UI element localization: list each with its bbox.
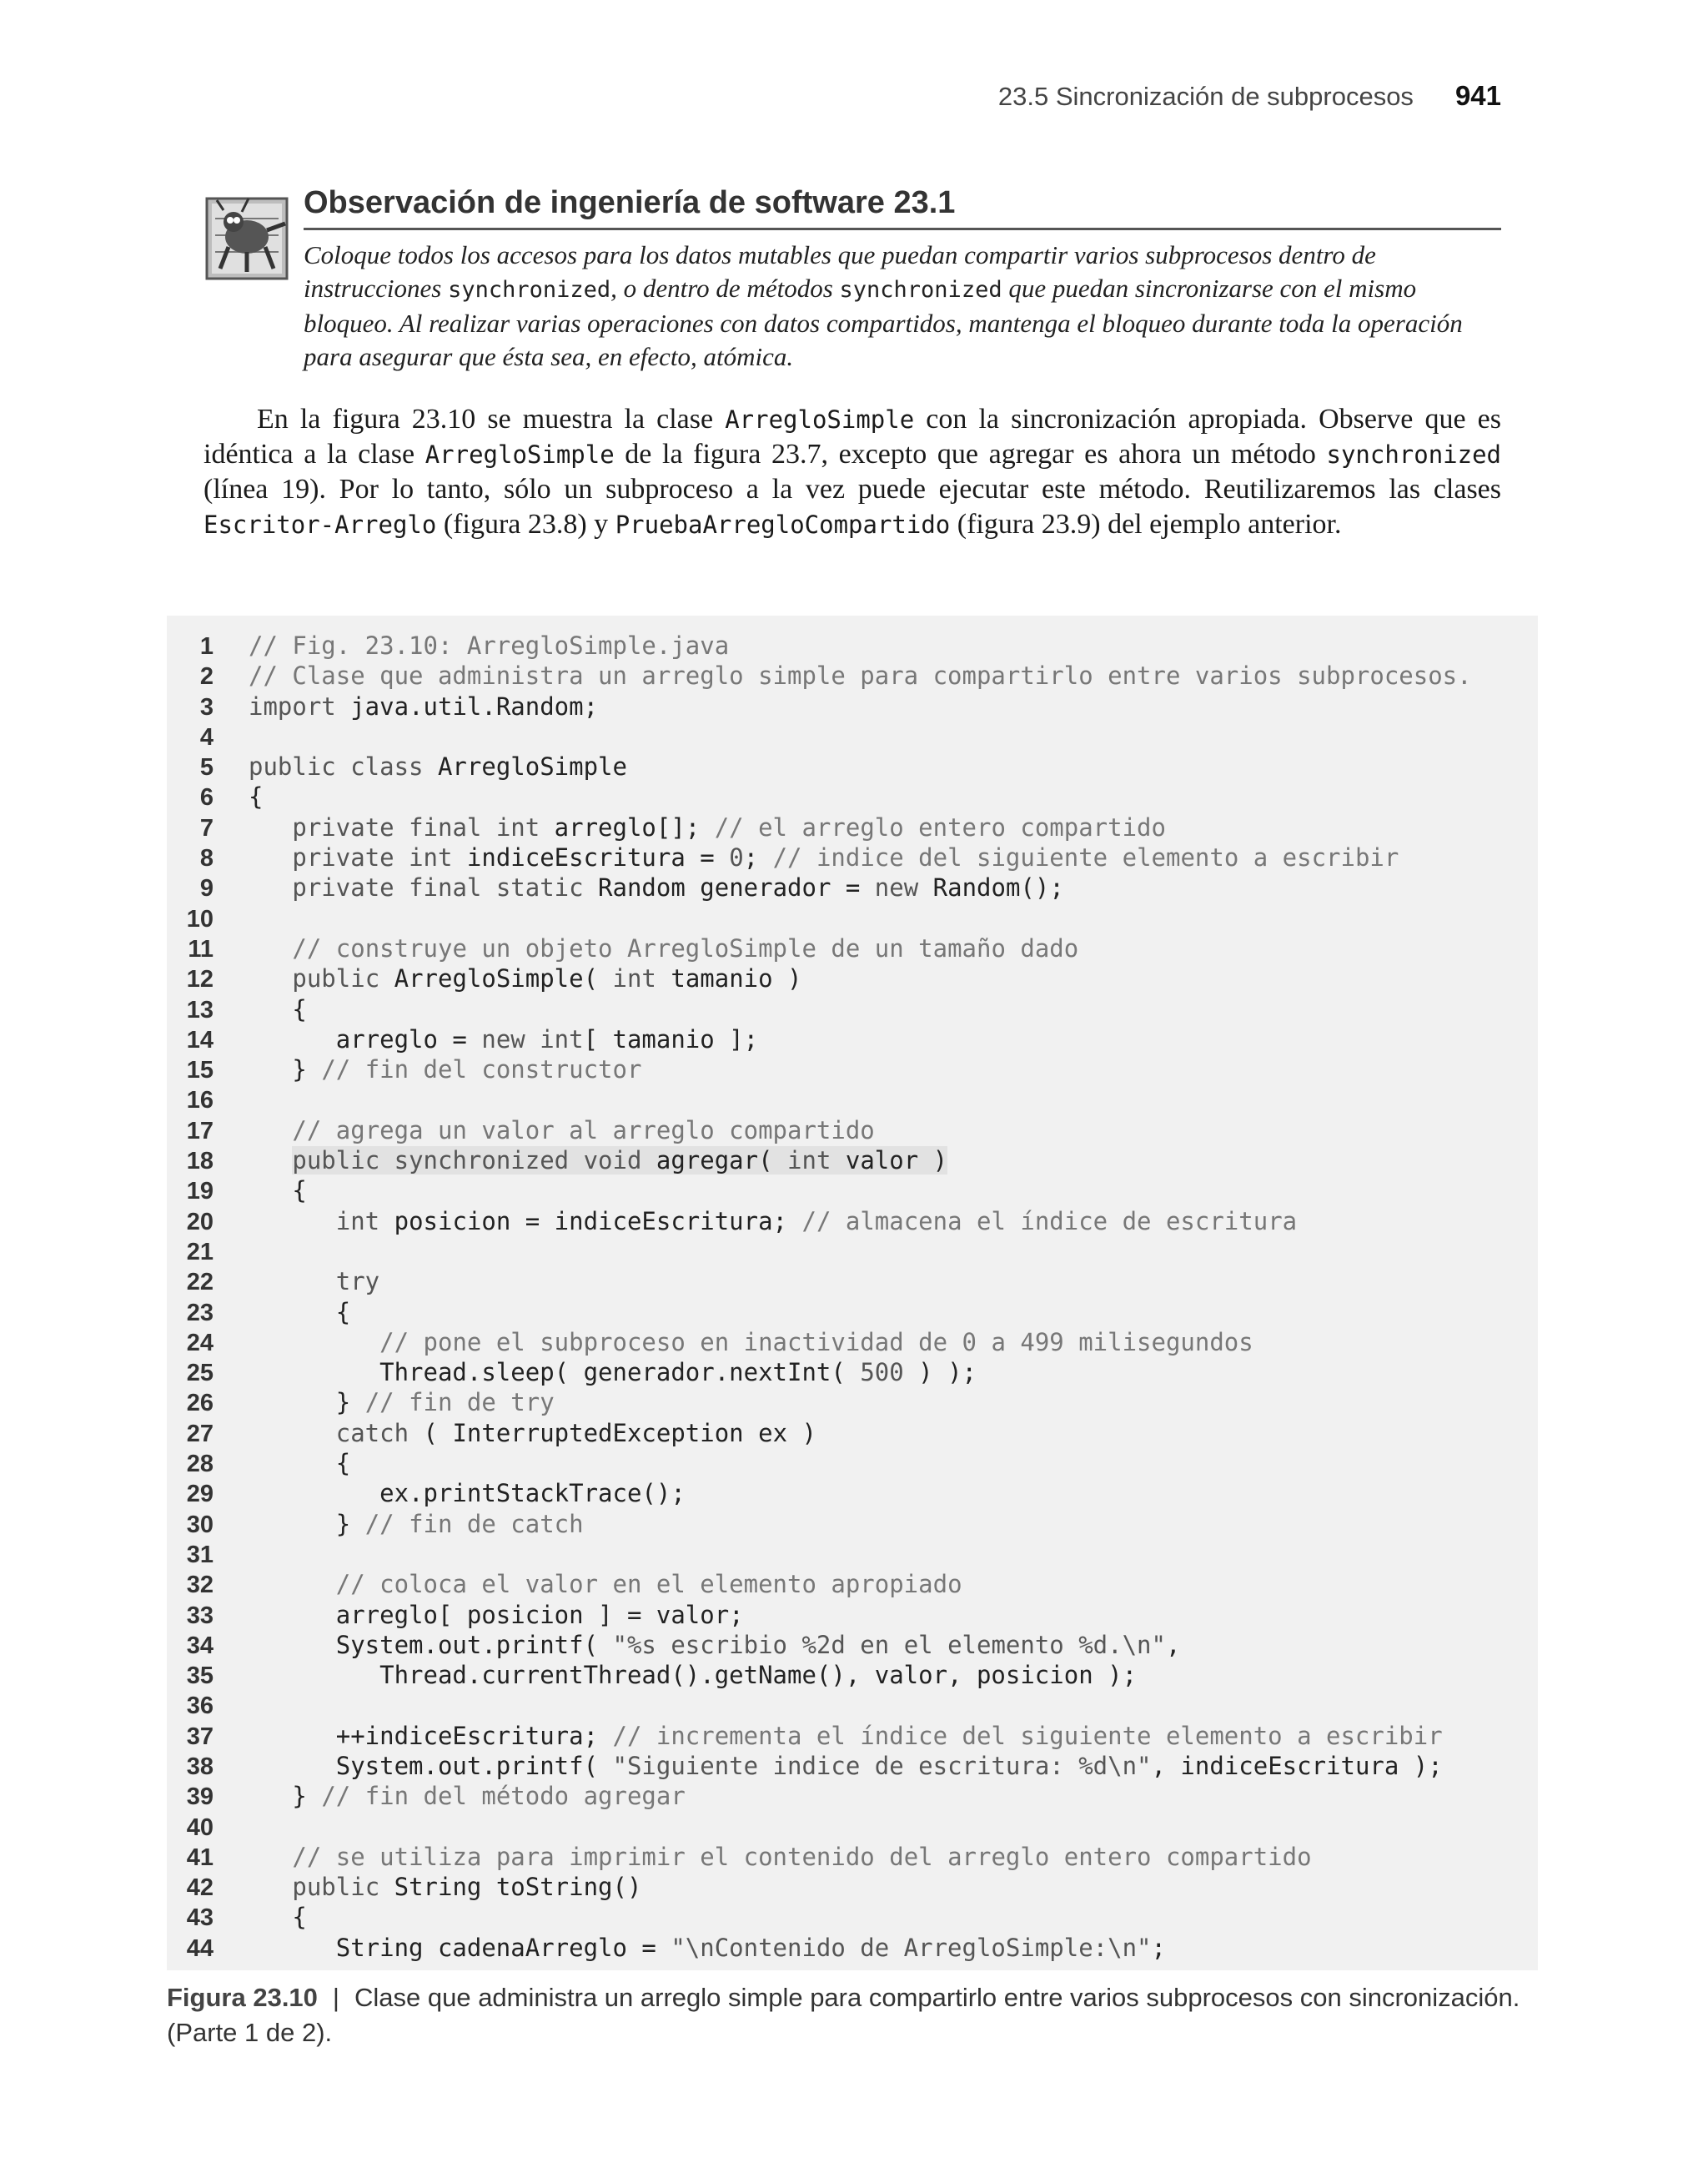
code-token: { (249, 994, 307, 1024)
inline-code: synchronized (839, 277, 1002, 303)
code-line (167, 1297, 1538, 1327)
line-number: 15 (186, 1057, 214, 1084)
code-token: // almacena el índice de escritura (801, 1206, 1298, 1235)
code-token: ArregloSimple (423, 752, 627, 782)
line-number: 12 (186, 966, 214, 993)
code-token: valor ) (831, 1146, 948, 1175)
code-token: } (249, 1388, 365, 1417)
code-line (167, 873, 1538, 903)
code-token: ; (743, 843, 773, 873)
code-token: } (249, 1782, 322, 1811)
code-text (249, 1024, 758, 1054)
code-token (249, 1207, 336, 1235)
code-token: String cadenaArreglo = (249, 1933, 671, 1962)
line-number: 4 (199, 723, 214, 751)
code-line (167, 1448, 1538, 1478)
code-token (249, 873, 292, 902)
code-text (249, 1266, 379, 1296)
code-token (249, 843, 292, 872)
code-token: ; (1151, 1933, 1166, 1962)
code-token: arreglo = (249, 1024, 482, 1054)
code-line (167, 752, 1538, 782)
code-text (249, 631, 729, 661)
code-token: // fin del constructor (321, 1055, 642, 1084)
code-text (249, 1751, 1443, 1781)
code-line (167, 1206, 1538, 1236)
code-token: public synchronized void (292, 1146, 642, 1175)
code-token (249, 934, 292, 963)
line-number: 21 (186, 1238, 214, 1265)
code-line (167, 1236, 1538, 1266)
text-run: de la figura 23.7, excepto que agregar es ahora un método (614, 439, 1327, 470)
code-token: // se utiliza para imprimir el contenido del arreglo entero compartido (292, 1842, 1312, 1871)
code-text (249, 1145, 947, 1175)
code-text (249, 1054, 641, 1084)
code-token: ArregloSimple( (379, 964, 613, 993)
code-token: Random generador = (583, 873, 875, 903)
line-number: 39 (186, 1783, 214, 1811)
code-line (167, 1690, 1538, 1720)
line-number: 42 (186, 1874, 214, 1902)
code-token: ( InterruptedException ex ) (409, 1418, 816, 1447)
line-number: 38 (186, 1753, 214, 1780)
code-text (249, 1569, 962, 1599)
line-number: 11 (188, 935, 214, 963)
code-line (167, 1842, 1538, 1872)
code-token: new int (481, 1024, 584, 1054)
code-token (249, 1328, 379, 1356)
inline-code: ArregloSimple (424, 440, 615, 469)
code-line (167, 1266, 1538, 1296)
code-token: Thread.sleep( generador.nextInt( (249, 1358, 861, 1387)
observation-title: Observación de ingeniería de software 23.1 (304, 185, 1501, 230)
code-token: // construye un objeto ArregloSimple de un tamaño dado (292, 933, 1079, 963)
code-text (249, 1418, 816, 1448)
code-token: [ tamanio ]; (583, 1024, 759, 1054)
text-run: (figura 23.8) y (436, 509, 615, 540)
line-number: 36 (186, 1693, 214, 1720)
code-line (167, 1175, 1538, 1205)
code-token: tamanio ) (656, 964, 802, 993)
code-token: // Fig. 23.10: ArregloSimple.java (249, 631, 730, 660)
line-number: 8 (199, 845, 214, 873)
inline-code: PruebaArregloCompartido (615, 511, 951, 539)
code-token: String toString() (379, 1873, 642, 1902)
code-token: agregar( (641, 1146, 788, 1175)
line-number: 16 (186, 1087, 214, 1114)
code-text (249, 873, 1064, 903)
code-text (249, 782, 263, 812)
line-number: 14 (186, 1026, 214, 1054)
figure-label: Figura 23.10 (167, 1983, 318, 2012)
code-line (167, 1660, 1538, 1690)
code-text (249, 1781, 686, 1811)
line-number: 40 (186, 1813, 214, 1841)
line-number: 25 (186, 1360, 214, 1387)
code-token (249, 1146, 292, 1175)
line-number: 19 (186, 1178, 214, 1205)
code-line (167, 1933, 1538, 1963)
code-token: try (335, 1267, 380, 1296)
line-number: 5 (199, 754, 214, 782)
code-line (167, 1569, 1538, 1599)
code-line (167, 994, 1538, 1024)
code-token (249, 1419, 336, 1447)
code-text (249, 812, 1166, 843)
code-line (167, 903, 1538, 933)
line-number: 2 (199, 663, 214, 691)
code-line (167, 1478, 1538, 1508)
code-line (167, 692, 1538, 722)
code-token: "Siguiente indice de escritura: %d\n" (612, 1751, 1152, 1780)
code-line (167, 933, 1538, 963)
observation-body (304, 239, 1501, 374)
code-token: // fin de catch (364, 1509, 584, 1538)
code-line (167, 1418, 1538, 1448)
line-number: 31 (186, 1541, 214, 1568)
line-number: 22 (186, 1269, 214, 1296)
code-line (167, 1600, 1538, 1630)
code-token: ex.printStackTrace(); (249, 1479, 686, 1508)
code-line (167, 722, 1538, 752)
code-line (167, 661, 1538, 691)
code-line (167, 1509, 1538, 1539)
figure-caption (167, 1980, 1538, 2050)
text-run: Coloque todos los accesos para los datos mutables que puedan compartir varios subprocesos dentro de instrucciones (304, 240, 1376, 303)
line-number: 44 (186, 1934, 214, 1962)
line-number: 23 (186, 1299, 214, 1326)
code-line (167, 1054, 1538, 1084)
line-number: 35 (186, 1662, 214, 1690)
text-run: , o dentro de métodos (610, 274, 840, 303)
code-text (249, 1630, 1180, 1660)
line-number: 18 (186, 1148, 214, 1175)
code-token: { (249, 782, 264, 812)
code-line (167, 782, 1538, 812)
text-run: En la figura 23.10 se muestra la clase (257, 404, 726, 435)
code-text (249, 1327, 1253, 1357)
code-line (167, 1721, 1538, 1751)
line-number: 10 (186, 905, 214, 933)
line-number: 30 (186, 1511, 214, 1538)
line-number: 41 (186, 1844, 214, 1871)
code-token: private final static (292, 873, 584, 903)
caption-separator: | (332, 1983, 339, 2012)
code-text (249, 1206, 1297, 1236)
code-token: , indiceEscritura ); (1151, 1751, 1443, 1780)
code-token: arreglo[]; (540, 812, 715, 842)
code-token: { (249, 1903, 307, 1932)
code-text (249, 1872, 641, 1902)
code-line (167, 1812, 1538, 1842)
line-number: 26 (186, 1390, 214, 1417)
code-text (249, 1357, 977, 1387)
code-token: { (249, 1297, 351, 1326)
code-token: private final int (292, 812, 540, 842)
code-token: int (335, 1206, 380, 1235)
line-number: 43 (186, 1904, 214, 1932)
line-number: 27 (186, 1420, 214, 1447)
code-text (249, 843, 1399, 873)
code-text (249, 1175, 307, 1205)
code-token: catch (335, 1418, 409, 1447)
line-number: 37 (186, 1723, 214, 1750)
line-number: 28 (186, 1451, 214, 1478)
code-line (167, 1539, 1538, 1569)
code-line (167, 1630, 1538, 1660)
code-line (167, 631, 1538, 661)
code-text (249, 1933, 1166, 1963)
code-line (167, 1387, 1538, 1417)
code-text (249, 963, 802, 993)
code-line (167, 1115, 1538, 1145)
line-number: 7 (199, 814, 214, 842)
software-engineering-observation-icon (205, 194, 294, 282)
code-token: // agrega un valor al arreglo compartido (292, 1115, 875, 1144)
code-line (167, 1902, 1538, 1932)
code-line (167, 843, 1538, 873)
line-number: 20 (186, 1208, 214, 1235)
code-token: public class (249, 752, 424, 782)
code-token: import (249, 692, 336, 721)
code-token: java.util.Random; (335, 692, 599, 721)
line-number: 9 (199, 875, 214, 903)
text-run: (figura 23.9) del ejemplo anterior. (950, 509, 1342, 540)
code-text (249, 1509, 584, 1539)
code-token: // Clase que administra un arreglo simple para compartirlo entre varios subprocesos. (249, 661, 1472, 691)
line-number: 34 (186, 1632, 214, 1659)
code-line (167, 1872, 1538, 1902)
line-number: 32 (186, 1572, 214, 1599)
code-token: } (249, 1509, 365, 1538)
code-token: int (612, 964, 656, 993)
code-text (249, 1660, 1137, 1690)
code-token: "\nContenido de ArregloSimple:\n" (671, 1933, 1152, 1962)
code-token: // fin de try (364, 1388, 555, 1417)
code-token: new (874, 873, 919, 903)
code-line (167, 1781, 1538, 1811)
code-token: // el arreglo entero compartido (714, 812, 1166, 842)
code-token: // coloca el valor en el elemento apropiado (335, 1570, 962, 1599)
code-token: { (249, 1176, 307, 1205)
code-token: Random(); (918, 873, 1064, 903)
code-line (167, 963, 1538, 993)
code-text (249, 661, 1472, 691)
code-text (249, 994, 307, 1024)
line-number: 17 (186, 1117, 214, 1144)
code-text (249, 692, 598, 722)
code-token (249, 964, 292, 993)
line-number: 33 (186, 1602, 214, 1629)
code-token: public (292, 964, 380, 993)
code-token: int (787, 1146, 831, 1175)
code-text (249, 752, 627, 782)
caption-text: Clase que administra un arreglo simple para compartirlo entre varios subprocesos con sincronización. (Parte 1 de 2). (167, 1983, 1520, 2047)
code-token: // indice del siguiente elemento a escribir (772, 843, 1399, 873)
code-token (249, 813, 292, 842)
code-text (249, 1297, 350, 1327)
text-run: que puedan sincronizarse con el mismo bloqueo. Al realizar varias operaciones con datos compartidos, mantenga el bloqueo durante toda la operación para asegurar que ésta sea, en efecto, atómica. (304, 274, 1463, 371)
line-number: 13 (186, 996, 214, 1024)
code-text (249, 1387, 555, 1417)
code-token (249, 1116, 292, 1144)
code-line (167, 1327, 1538, 1357)
code-token: Thread.currentThread().getName(), valor, posicion ); (249, 1661, 1138, 1690)
code-line (167, 1751, 1538, 1781)
code-text (249, 1721, 1443, 1751)
code-listing (167, 616, 1538, 1970)
code-token: 500 (860, 1358, 904, 1387)
code-text (249, 1115, 875, 1145)
code-token (249, 1873, 292, 1901)
running-header (0, 80, 1501, 112)
code-token: } (249, 1055, 322, 1084)
code-token: ++indiceEscritura; (249, 1721, 613, 1750)
line-number: 6 (199, 784, 214, 812)
code-token: arreglo[ posicion ] = valor; (249, 1600, 744, 1629)
code-token: // incrementa el índice del siguiente elemento a escribir (612, 1721, 1443, 1750)
code-token: ) ); (903, 1358, 977, 1387)
code-token: "%s escribio %2d en el elemento %d.\n" (612, 1630, 1166, 1659)
code-token: indiceEscritura = (452, 843, 730, 873)
code-line (167, 1084, 1538, 1114)
code-text (249, 1842, 1312, 1872)
page-number: 941 (1454, 80, 1501, 111)
section-title: 23.5 Sincronización de subprocesos (997, 82, 1414, 111)
line-number: 1 (199, 633, 214, 660)
code-text (249, 1902, 307, 1932)
code-token: // fin del método agregar (321, 1782, 686, 1811)
code-token: private int (292, 843, 453, 873)
code-token: public (292, 1873, 380, 1902)
text-run: con la sincronización apropiada. Observe que es idéntica a la clase (203, 404, 1501, 470)
code-line (167, 1357, 1538, 1387)
code-line (167, 1145, 1538, 1175)
code-token: // pone el subproceso en inactividad de 0 a 499 milisegundos (379, 1327, 1253, 1356)
inline-code: synchronized (1326, 440, 1501, 469)
code-line (167, 1024, 1538, 1054)
code-token: 0 (729, 843, 744, 873)
code-token: , (1165, 1630, 1181, 1659)
code-token (249, 1570, 336, 1598)
code-token: System.out.printf( (249, 1751, 613, 1780)
inline-code: ArregloSimple (725, 405, 915, 434)
line-number: 3 (199, 693, 214, 721)
code-token (249, 1267, 336, 1295)
line-number: 24 (186, 1329, 214, 1356)
inline-code: synchronized (448, 277, 611, 303)
line-number: 29 (186, 1481, 214, 1508)
code-token: posicion = indiceEscritura; (379, 1206, 802, 1235)
code-text (249, 1600, 744, 1630)
code-text (249, 1478, 686, 1508)
inline-code: Escritor-Arreglo (203, 511, 437, 539)
intro-paragraph (203, 402, 1501, 542)
code-token: System.out.printf( (249, 1630, 613, 1659)
code-line (167, 812, 1538, 843)
code-token (249, 1843, 292, 1871)
code-token: { (249, 1449, 351, 1478)
code-text (249, 933, 1078, 963)
text-run: (línea 19). Por lo tanto, sólo un subproceso a la vez puede ejecutar este método. Reutilizaremos las clases (203, 474, 1501, 505)
code-text (249, 1448, 350, 1478)
